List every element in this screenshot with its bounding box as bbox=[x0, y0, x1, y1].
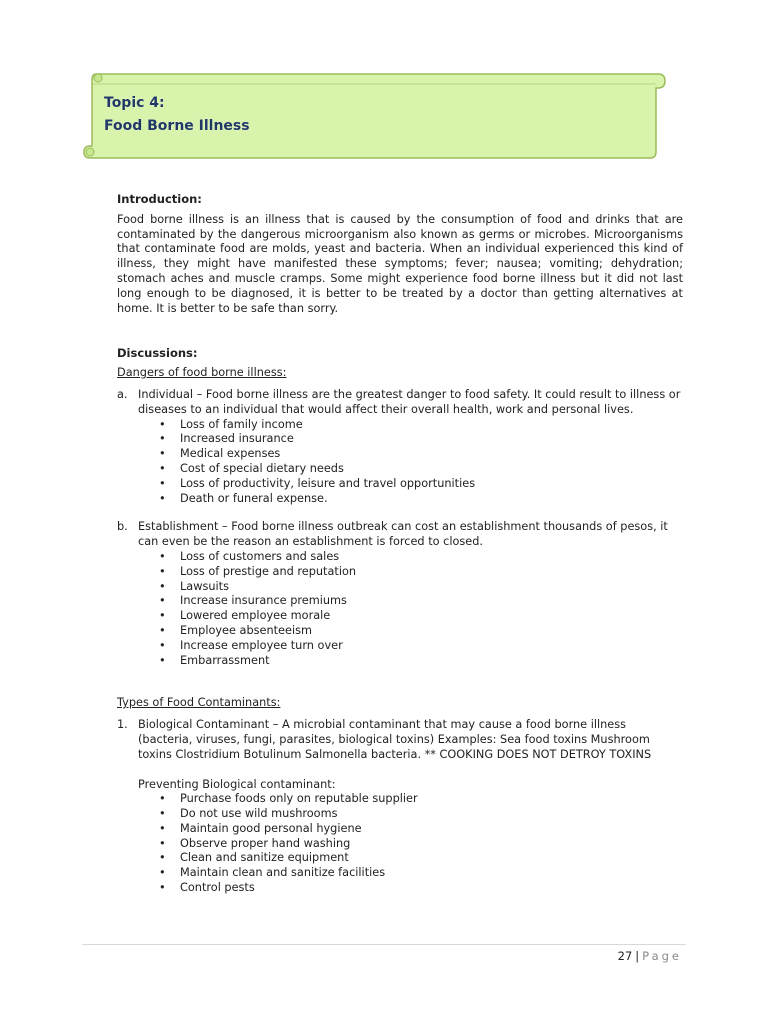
list-item: • Cost of special dietary needs bbox=[159, 462, 683, 477]
list-item: • Loss of family income bbox=[159, 418, 683, 433]
type-marker: 1. bbox=[117, 718, 128, 732]
footer-divider bbox=[82, 944, 686, 945]
list-item: • Observe proper hand washing bbox=[159, 837, 683, 852]
topic-title: Food Borne Illness bbox=[104, 118, 250, 134]
topic-banner bbox=[82, 68, 666, 162]
danger-item-establishment bbox=[117, 520, 683, 550]
list-item: • Purchase foods only on reputable supplier bbox=[159, 792, 683, 807]
danger-marker: a. bbox=[117, 387, 128, 401]
danger-text: Individual – Food borne illness are the greatest danger to food safety. It could result to illness or diseases to an individual that would affect their overall health, work and personal lives. bbox=[138, 387, 681, 416]
danger-marker: b. bbox=[117, 520, 128, 534]
discussions-heading: Discussions: bbox=[117, 346, 198, 361]
danger-item-individual bbox=[117, 388, 683, 418]
list-item: • Increase employee turn over bbox=[159, 639, 683, 654]
list-item: • Control pests bbox=[159, 881, 683, 896]
dangers-subheading: Dangers of food borne illness: bbox=[117, 366, 287, 380]
types-subheading: Types of Food Contaminants: bbox=[117, 696, 281, 710]
list-item: • Do not use wild mushrooms bbox=[159, 807, 683, 822]
list-item: • Embarrassment bbox=[159, 654, 683, 669]
introduction-text: Food borne illness is an illness that is caused by the consumption of food and drinks that are contaminated by the dangerous microorganism also known as germs or microbes. Microorganisms that contaminate food are molds, yeast and bacteria. When an individual experienced this kind of illness, they might have manifested these symptoms; fever; nausea; vomiting; dehydration; stomach aches and muscle cramps. Some might experience food borne illness but it did not last long enough to be diagnosed, it is better to be treated by a doctor than getting alternatives at home. It is better to be safe than sorry. bbox=[117, 212, 683, 315]
footer-separator: | bbox=[635, 949, 640, 963]
page-footer bbox=[618, 949, 682, 963]
list-item: • Lowered employee morale bbox=[159, 609, 683, 624]
danger-individual-bullets bbox=[117, 418, 683, 507]
list-item: • Medical expenses bbox=[159, 447, 683, 462]
page-number: 27 bbox=[617, 949, 633, 963]
danger-establishment-bullets bbox=[117, 550, 683, 668]
danger-text: Establishment – Food borne illness outbreak can cost an establishment thousands of pesos, it can even be the reason an establishment is forced to closed. bbox=[138, 520, 668, 549]
list-item: • Clean and sanitize equipment bbox=[159, 851, 683, 866]
list-item: • Maintain good personal hygiene bbox=[159, 822, 683, 837]
list-item: • Maintain clean and sanitize facilities bbox=[159, 866, 683, 881]
list-item: • Loss of customers and sales bbox=[159, 550, 683, 565]
list-item: • Death or funeral expense. bbox=[159, 492, 683, 507]
list-item: • Employee absenteeism bbox=[159, 624, 683, 639]
topic-number: Topic 4: bbox=[104, 95, 165, 111]
type-text: Biological Contaminant – A microbial contaminant that may cause a food borne illness (bacteria, viruses, fungi, parasites, biological toxins) Examples: Sea food toxins Mushroom toxins Clostridium Botulinum Salmonella bacteria. ** COOKING DOES NOT DETROY TOXINS bbox=[138, 718, 652, 761]
page-content bbox=[117, 192, 683, 896]
preventing-bullets bbox=[117, 792, 683, 896]
list-item: • Loss of prestige and reputation bbox=[159, 565, 683, 580]
preventing-heading: Preventing Biological contaminant: bbox=[138, 777, 336, 791]
type-item-biological bbox=[117, 718, 683, 762]
list-item: • Loss of productivity, leisure and travel opportunities bbox=[159, 477, 683, 492]
list-item: • Increase insurance premiums bbox=[159, 594, 683, 609]
list-item: • Lawsuits bbox=[159, 580, 683, 595]
list-item: • Increased insurance bbox=[159, 432, 683, 447]
introduction-heading: Introduction: bbox=[117, 192, 202, 206]
page-label: Page bbox=[642, 949, 682, 963]
